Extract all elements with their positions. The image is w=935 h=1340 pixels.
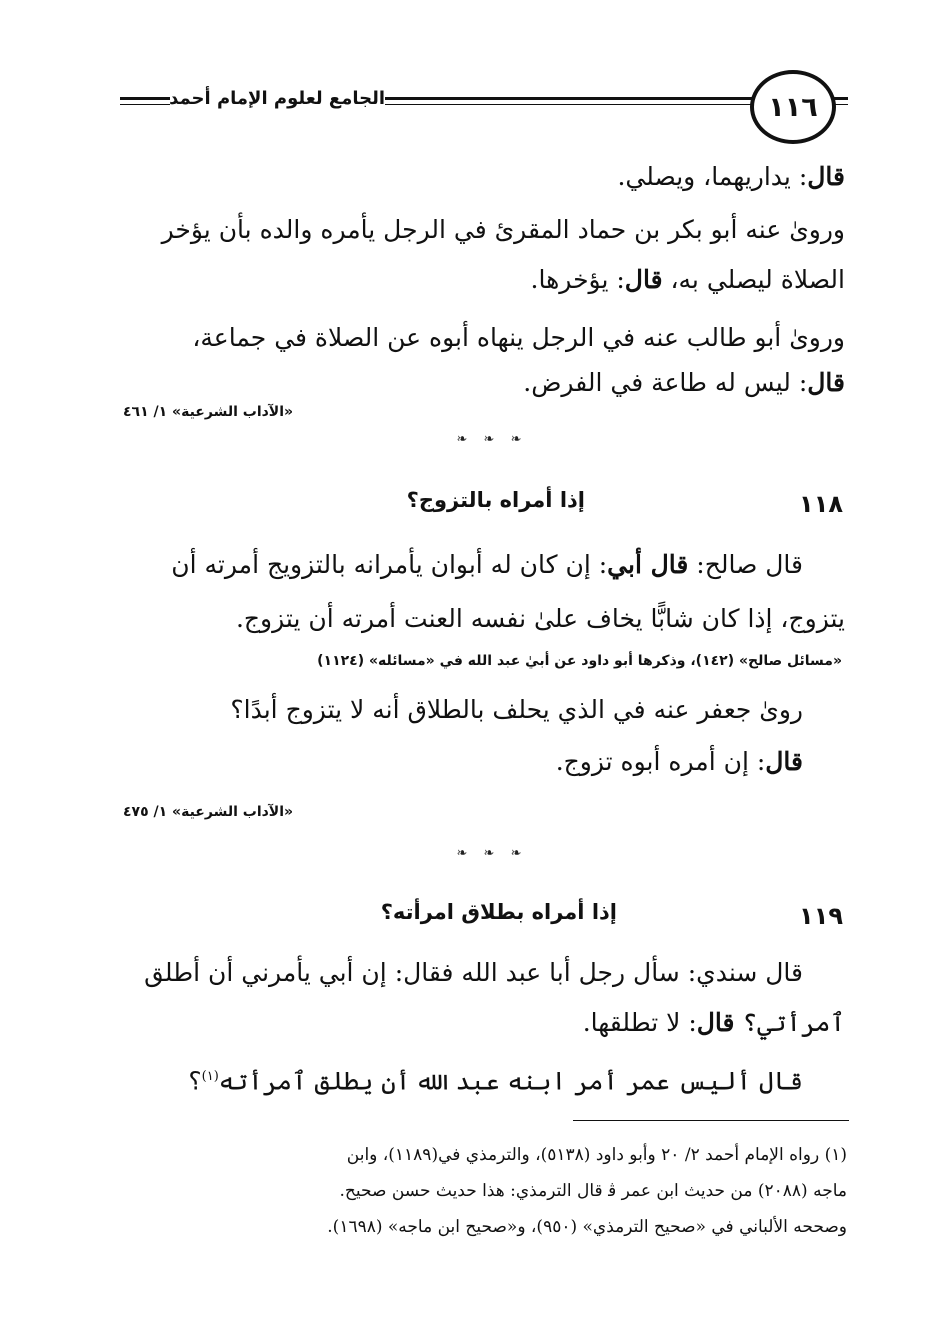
footnote-rule <box>573 1120 849 1121</box>
line-text: قال صالح: <box>688 550 803 579</box>
section-title: إذا أمراه بطلاق امرأته؟ <box>380 900 617 924</box>
footnote-line: وصححه الألباني في «صحيح الترمذي» (٩٥٠)، و«صحيح ابن ماجه» (١٦٩٨). <box>327 1217 847 1237</box>
keyword-qala: قال <box>765 747 803 776</box>
line-text: ٱمرأتي؟ <box>734 1008 845 1037</box>
section-ornament: ❧ ❧ ❧ <box>456 432 528 447</box>
line-text: : لا تطلقها. <box>582 1008 697 1037</box>
keyword-qala-abi: قال أبي <box>607 550 689 579</box>
section-ornament: ❧ ❧ ❧ <box>456 846 528 861</box>
keyword-qala: قال <box>807 162 845 191</box>
keyword-qala: قال <box>624 265 663 294</box>
line-text: : إن أمره أبوه تزوج. <box>555 747 766 776</box>
line-text: : إن كان له أبوان يأمرانه بالتزويج أمرته أن <box>171 550 608 579</box>
text-line: ورویٰ عنه أبو بكر بن حماد المقرئ في الرجل يأمره والده بأن يؤخر <box>161 215 845 244</box>
line-text: : ليس له طاعة في الفرض. <box>523 368 808 397</box>
keyword-qala: قال <box>807 368 845 397</box>
source-citation: «الآداب الشرعية» ١/ ٤٧٥ <box>123 804 294 820</box>
footnote-line: (١) رواه الإمام أحمد ٢/ ٢٠ وأبو داود (٥١٣٨)، والترمذي في(١١٨٩)، وابن <box>346 1145 847 1165</box>
page-number: ١١٦ <box>750 70 836 144</box>
keyword-qala: قال <box>696 1008 735 1037</box>
text-line <box>556 742 803 782</box>
line-text: الصلاة ليصلي به، <box>662 265 845 294</box>
source-citation: «مسائل صالح» (١٤٢)، وذكرها أبو داود عن أبيٰ عبد الله في «مسائله» (١١٢٤) <box>317 653 842 669</box>
line-text: قال أليس عمر أمر ابنه عبد الله أن يطلق ٱمرأته <box>218 1066 803 1096</box>
section-title: إذا أمراه بالتزوج؟ <box>406 488 585 512</box>
footnote-line: ماجه (٢٠٨٨) من حديث ابن عمر ﭬ قال الترمذي: هذا حديث حسن صحيح. <box>339 1181 847 1201</box>
line-text: ؟ <box>188 1066 202 1096</box>
text-line: رویٰ جعفر عنه في الذي يحلف بالطلاق أنه لا يتزوج أبدًا؟ <box>230 695 803 724</box>
text-line <box>617 157 845 197</box>
text-line <box>188 1057 803 1101</box>
section-number: ١١٩ <box>799 902 843 930</box>
text-line <box>583 1003 845 1043</box>
section-number: ١١٨ <box>799 490 843 518</box>
line-text: : يؤخرها. <box>530 265 625 294</box>
footnote-ref: (١) <box>201 1069 219 1084</box>
text-line: وروىٰ أبو طالب عنه في الرجل ينهاه أبوه عن الصلاة في جماعة، <box>192 323 845 352</box>
running-title: الجامع لعلوم الإمام أحمد <box>169 88 385 109</box>
text-line <box>523 363 845 403</box>
line-text: : يداريهما، ويصلي. <box>617 162 808 191</box>
text-line: يتزوج، إذا كان شابًّا يخاف علىٰ نفسه العنت أمرته أن يتزوج. <box>235 604 845 633</box>
text-line: قال سندي: سأل رجل أبا عبد الله فقال: إن أبي يأمرني أن أطلق <box>144 958 803 987</box>
source-citation: «الآداب الشرعية» ١/ ٤٦١ <box>123 404 294 420</box>
text-line <box>171 545 803 585</box>
text-line <box>531 260 845 300</box>
